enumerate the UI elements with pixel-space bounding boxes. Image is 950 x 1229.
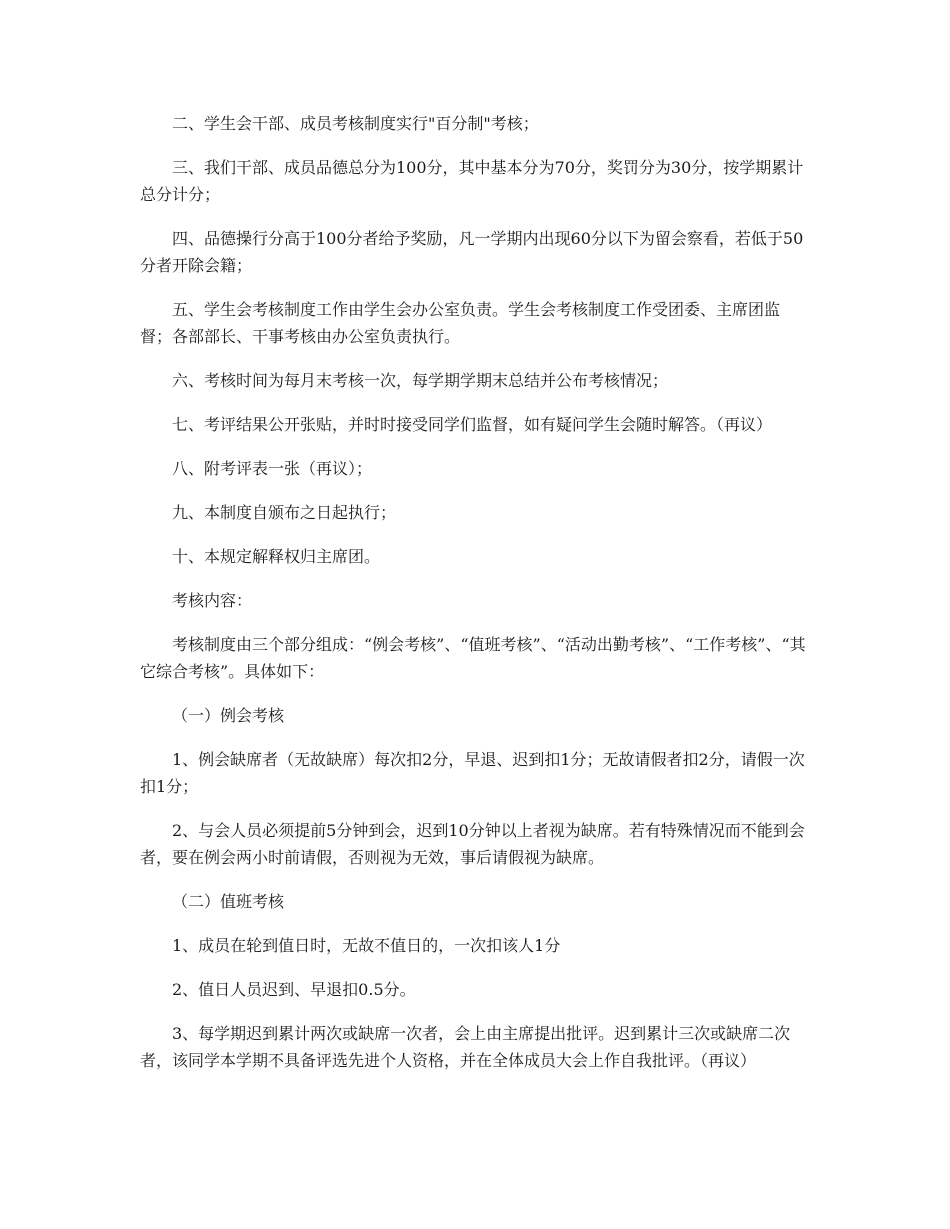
meeting-assessment-heading: （一）例会考核 [172, 706, 285, 725]
rule-3-paragraph: 三、我们干部、成员品德总分为100分，其中基本分为70分，奖罚分为30分，按学期累计总分计分； [140, 158, 804, 204]
rule-4-paragraph: 四、品德操行分高于100分者给予奖励，凡一学期内出现60分以下为留会察看，若低于50分者开除会籍； [140, 229, 804, 275]
rule-6-paragraph: 六、考核时间为每月末考核一次，每学期学期末总结并公布考核情况； [172, 371, 669, 390]
duty-item-3-paragraph: 3、每学期迟到累计两次或缺席一次者，会上由主席提出批评。迟到累计三次或缺席二次者，该同学本学期不具备评选先进个人资格，并在全体成员大会上作自我批评。（再议） [140, 1024, 791, 1070]
meeting-item-1-paragraph: 1、例会缺席者（无故缺席）每次扣2分，早退、迟到扣1分；无故请假者扣2分，请假一次扣1分； [140, 750, 805, 796]
meeting-item-2-paragraph: 2、与会人员必须提前5分钟到会，迟到10分钟以上者视为缺席。若有特殊情况而不能到会者，要在例会两小时前请假，否则视为无效，事后请假视为缺席。 [140, 821, 805, 867]
duty-item-2-paragraph: 2、值日人员迟到、早退扣0.5分。 [172, 980, 416, 999]
duty-item-1-paragraph: 1、成员在轮到值日时，无故不值日的，一次扣该人1分 [172, 936, 561, 955]
rule-9-paragraph: 九、本制度自颁布之日起执行； [172, 503, 397, 522]
document-body [140, 110, 810, 1091]
duty-assessment-heading: （二）值班考核 [172, 892, 285, 911]
rule-10-paragraph: 十、本规定解释权归主席团。 [172, 547, 381, 566]
assessment-content-heading: 考核内容： [172, 591, 253, 610]
rule-7-paragraph: 七、考评结果公开张贴，并时时接受同学们监督，如有疑问学生会随时解答。（再议） [172, 415, 773, 434]
rule-5-paragraph: 五、学生会考核制度工作由学生会办公室负责。学生会考核制度工作受团委、主席团监督；各部部长、干事考核由办公室负责执行。 [140, 300, 781, 346]
rule-2-paragraph: 二、学生会干部、成员考核制度实行"百分制"考核； [172, 114, 539, 133]
rule-8-paragraph: 八、附考评表一张（再议）； [172, 459, 373, 478]
assessment-overview-paragraph: 考核制度由三个部分组成：“例会考核”、“值班考核”、“活动出勤考核”、“工作考核”、“其它综合考核”。具体如下： [140, 635, 806, 681]
